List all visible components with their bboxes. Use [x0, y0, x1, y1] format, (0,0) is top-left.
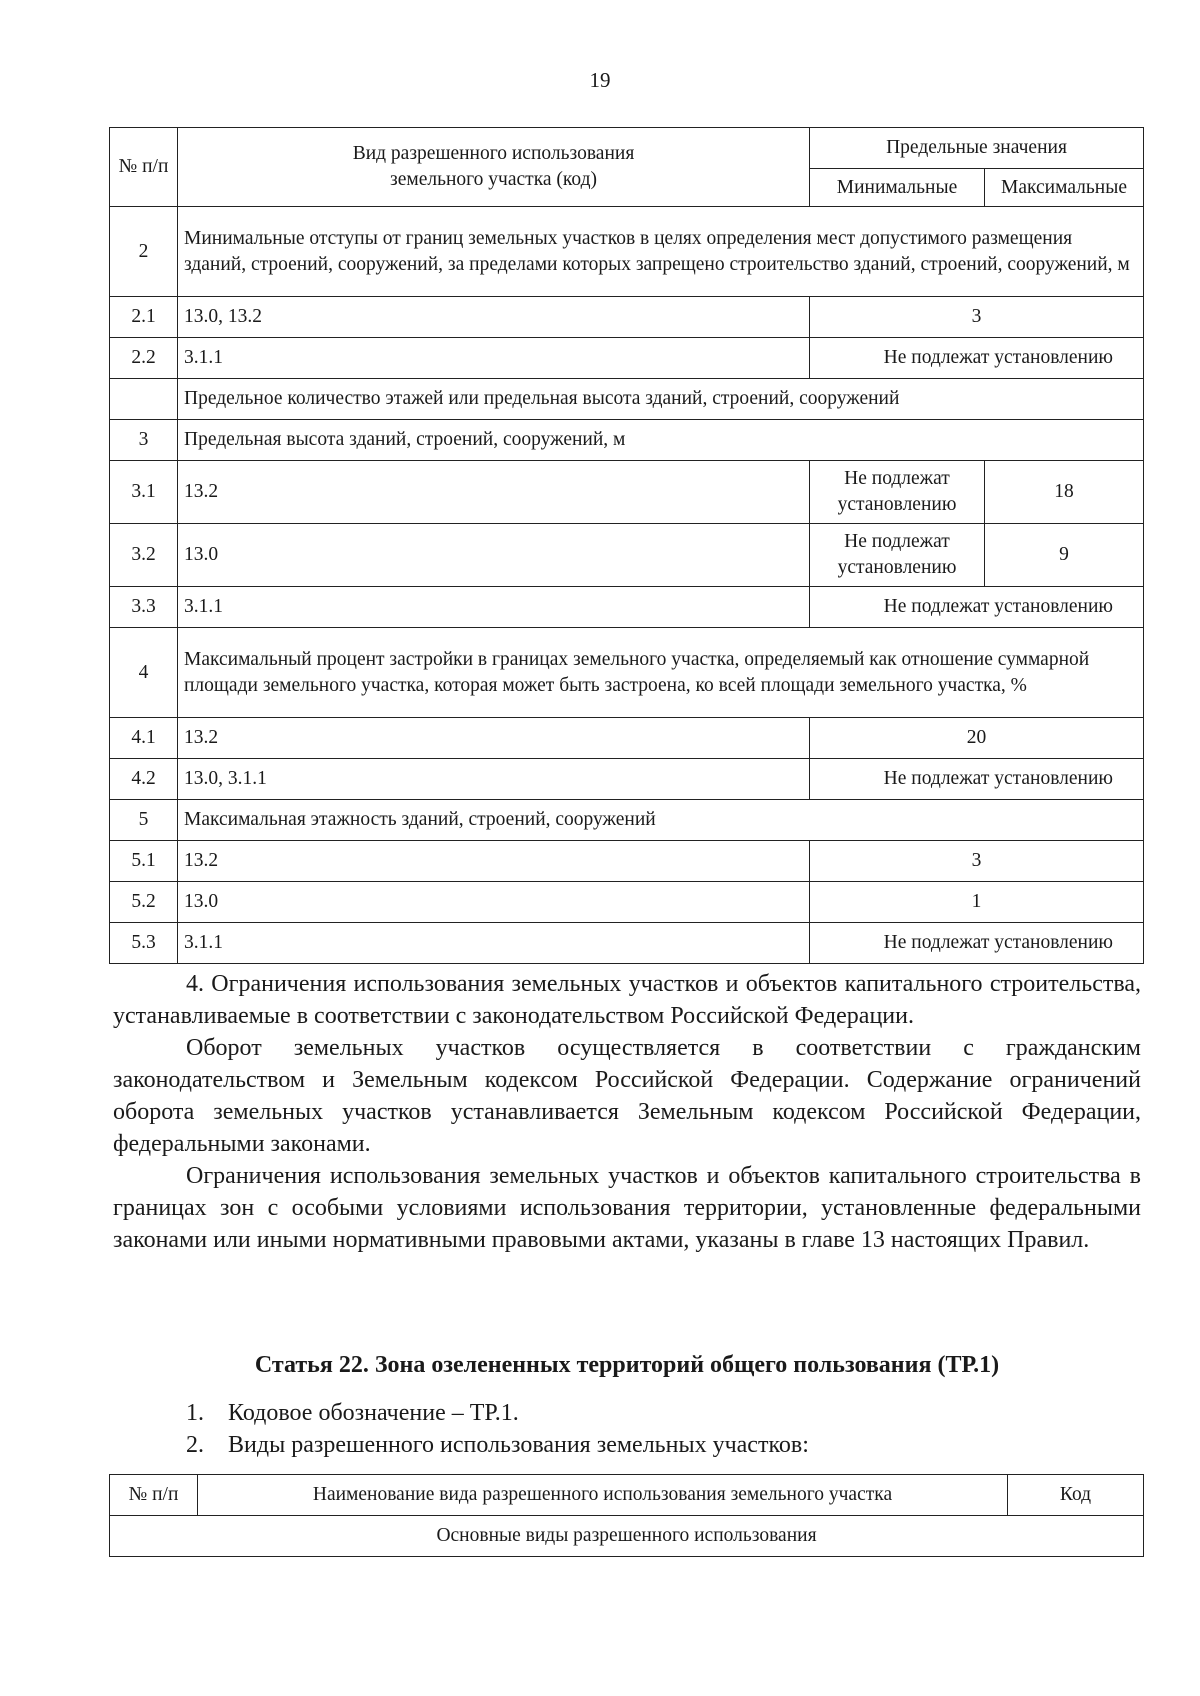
row-num: 5.3	[110, 923, 178, 964]
limits-table	[109, 127, 1144, 964]
row-value: 3	[810, 841, 1144, 882]
row-code: 3.1.1	[178, 923, 810, 964]
row-value: 20	[810, 718, 1144, 759]
row-num: 2.2	[110, 338, 178, 379]
list-item-number: 2.	[186, 1432, 204, 1458]
row-code: 13.0	[178, 882, 810, 923]
header-num: № п/п	[110, 128, 178, 207]
row-num: 2	[110, 207, 178, 297]
section-row: Основные виды разрешенного использования	[110, 1516, 1144, 1557]
section-text: Максимальный процент застройки в границах земельного участка, определяемый как отношение суммарной площади земельного участка, которая может быть застроена, ко всей площади земельного участка, %	[178, 628, 1144, 718]
row-code: 13.0	[178, 524, 810, 587]
row-code: 3.1.1	[178, 338, 810, 379]
page-number: 19	[589, 68, 611, 92]
section-text: Минимальные отступы от границ земельных участков в целях определения мест допустимого размещения зданий, строений, сооружений, за пределами которых запрещено строительство зданий, строений, сооружений, м	[178, 207, 1144, 297]
body-text	[113, 968, 1141, 1256]
row-code: 13.0, 13.2	[178, 297, 810, 338]
paragraph: Ограничения использования земельных участков и объектов капитального строительства в границах зон с особыми условиями использования территории, установленные федеральными законами или иными нормативными правовыми актами, указаны в главе 13 настоящих Правил.	[113, 1163, 1141, 1253]
header-num: № п/п	[110, 1475, 198, 1516]
row-max: 18	[985, 461, 1144, 524]
row-value: 3	[810, 297, 1144, 338]
section-text: Максимальная этажность зданий, строений, сооружений	[178, 800, 1144, 841]
article-heading: Статья 22. Зона озелененных территорий общего пользования (ТР.1)	[254, 1352, 1000, 1378]
list-item-text: Кодовое обозначение – ТР.1.	[228, 1400, 519, 1426]
row-num: 4.1	[110, 718, 178, 759]
row-num: 5.1	[110, 841, 178, 882]
section-text: Предельная высота зданий, строений, сооружений, м	[178, 420, 1144, 461]
header-limits: Предельные значения	[810, 128, 1144, 169]
row-code: 13.2	[178, 461, 810, 524]
row-num: 2.1	[110, 297, 178, 338]
header-name: Наименование вида разрешенного использования земельного участка	[198, 1475, 1008, 1516]
list-item-text: Виды разрешенного использования земельных участков:	[228, 1432, 809, 1458]
row-num: 3	[110, 420, 178, 461]
row-value: Не подлежат установлению	[810, 338, 1144, 379]
row-num: 5	[110, 800, 178, 841]
row-max: 9	[985, 524, 1144, 587]
row-min: Не подлежат установлению	[810, 524, 985, 587]
header-min: Минимальные	[810, 169, 985, 207]
list-item	[186, 1429, 809, 1461]
header-code: Код	[1008, 1475, 1144, 1516]
paragraph: 4. Ограничения использования земельных участков и объектов капитального строительства, устанавливаемые в соответствии с законодательством Российской Федерации.	[113, 971, 1141, 1029]
row-num: 5.2	[110, 882, 178, 923]
paragraph: Оборот земельных участков осуществляется в соответствии с гражданским законодательством и Земельным кодексом Российской Федерации. Содержание ограничений оборота земельных участков устанавливается Земельным кодексом Российской Федерации, федеральными законами.	[113, 1035, 1141, 1157]
row-num	[110, 379, 178, 420]
row-value: 1	[810, 882, 1144, 923]
section-text: Предельное количество этажей или предельная высота зданий, строений, сооружений	[178, 379, 1144, 420]
row-code: 13.2	[178, 841, 810, 882]
list-item	[186, 1397, 809, 1429]
row-value: Не подлежат установлению	[810, 587, 1144, 628]
row-num: 3.1	[110, 461, 178, 524]
row-code: 3.1.1	[178, 587, 810, 628]
uses-table	[109, 1474, 1144, 1557]
header-max: Максимальные	[985, 169, 1144, 207]
row-min: Не подлежат установлению	[810, 461, 985, 524]
row-num: 4	[110, 628, 178, 718]
row-num: 3.3	[110, 587, 178, 628]
list-item-number: 1.	[186, 1400, 204, 1426]
row-code: 13.0, 3.1.1	[178, 759, 810, 800]
header-kind: Вид разрешенного использования земельного участка (код)	[178, 128, 810, 207]
row-value: Не подлежат установлению	[810, 923, 1144, 964]
row-num: 3.2	[110, 524, 178, 587]
row-num: 4.2	[110, 759, 178, 800]
numbered-list	[186, 1397, 809, 1461]
row-value: Не подлежат установлению	[810, 759, 1144, 800]
row-code: 13.2	[178, 718, 810, 759]
